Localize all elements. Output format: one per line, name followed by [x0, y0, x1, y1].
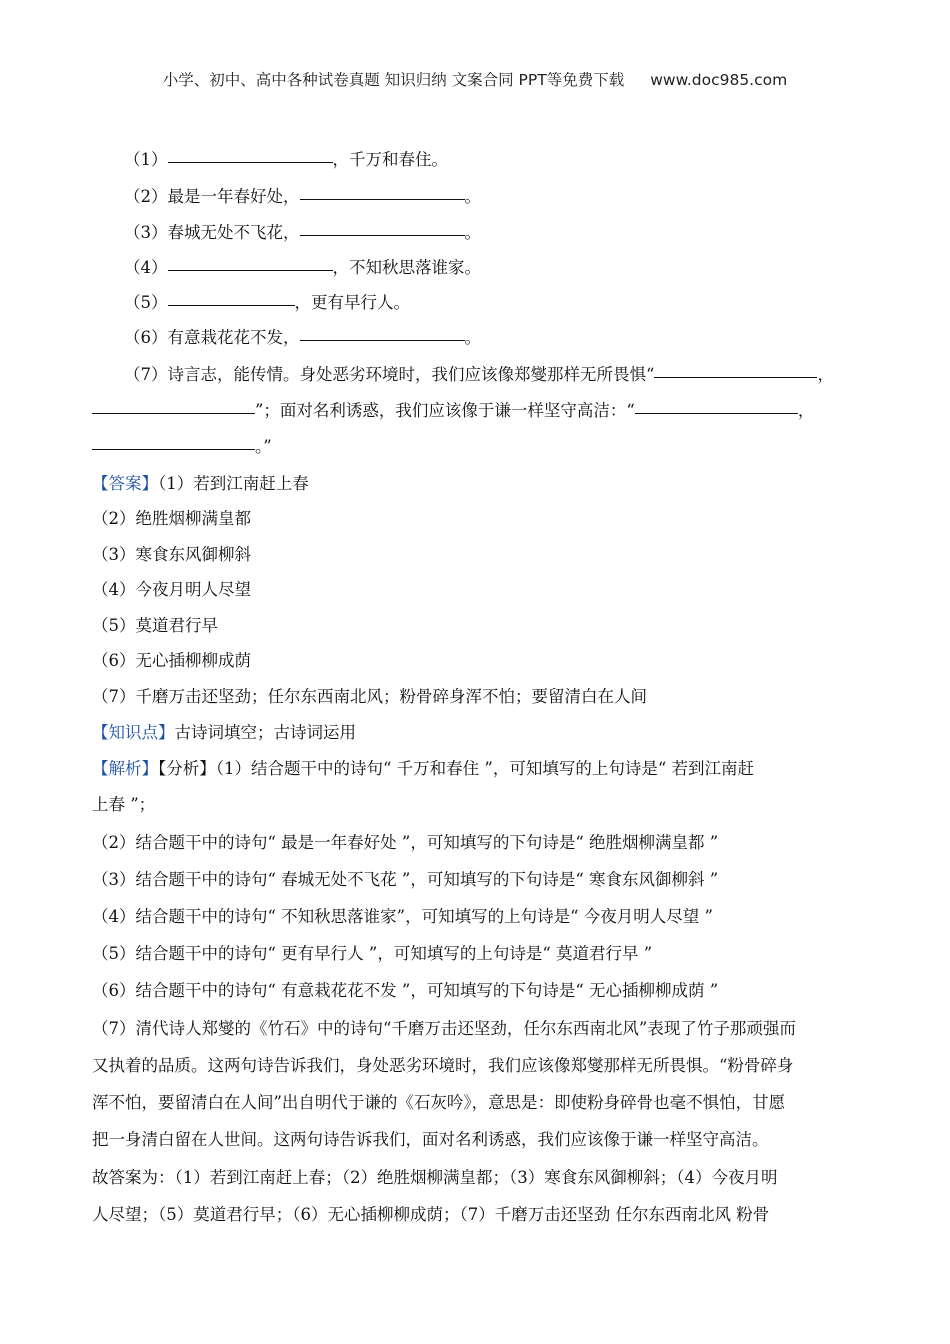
blank-4: [168, 269, 333, 271]
knowledge-tag: 【知识点】: [92, 723, 175, 742]
answer-tag: 【答案】: [92, 474, 158, 493]
answer-line-3: （3）寒食东风御柳斜: [92, 545, 251, 564]
answer-line-1: 【答案】（1）若到江南赶上春: [92, 474, 309, 493]
analysis-line-10: 浑不怕，要留清白在人间”出自明代于谦的《石灰吟》，意思是：即使粉身碎骨也毫不惧怕，甘愿: [92, 1093, 786, 1112]
question-6: （6）有意栽花花不发， 。: [124, 328, 481, 347]
question-2: （2）最是一年春好处， 。: [124, 187, 481, 206]
answer-line-7: （7）千磨万击还坚劲；任尔东西南北风；粉骨碎身浑不怕；要留清白在人间: [92, 687, 647, 706]
analysis-line-3: （2）结合题干中的诗句“ 最是一年春好处 ”，可知填写的下句诗是“ 绝胜烟柳满皇都 ”: [92, 833, 719, 852]
blank-2: [300, 198, 465, 200]
blank-6: [300, 339, 465, 341]
header-text: 小学、初中、高中各种试卷真题 知识归纳 文案合同 PPT等免费下载: [162, 71, 625, 89]
question-7-line-1: （7）诗言志，能传情。身处恶劣环境时，我们应该像郑燮那样无所畏惧“ ，: [124, 365, 834, 384]
blank-7b: [92, 412, 255, 414]
answer-line-2: （2）绝胜烟柳满皇都: [92, 509, 251, 528]
header-site-link[interactable]: www.doc985.com: [650, 71, 788, 89]
question-7-line-3: 。”: [92, 433, 272, 457]
answer-line-5: （5）莫道君行早: [92, 616, 218, 635]
analysis-line-12: 故答案为：（1）若到江南赶上春；（2）绝胜烟柳满皇都；（3）寒食东风御柳斜；（4）今夜月明: [92, 1168, 778, 1187]
blank-7d: [92, 448, 255, 450]
page-header: [0, 68, 950, 90]
question-1: （1） ，千万和春住。: [124, 150, 448, 169]
question-5: （5） ，更有早行人。: [124, 293, 410, 312]
analysis-line-11: 把一身清白留在人世间。这两句诗告诉我们，面对名利诱惑，我们应该像于谦一样坚守高洁。: [92, 1130, 769, 1149]
analysis-line-4: （3）结合题干中的诗句“ 春城无处不飞花 ”，可知填写的下句诗是“ 寒食东风御柳斜 ”: [92, 870, 719, 889]
analysis-line-7: （6）结合题干中的诗句“ 有意栽花花不发 ”，可知填写的下句诗是“ 无心插柳柳成荫 ”: [92, 981, 719, 1000]
analysis-line-2: 上春 ”；: [92, 795, 156, 814]
knowledge-line: 【知识点】古诗词填空；古诗词运用: [92, 723, 356, 742]
analysis-line-13: 人尽望；（5）莫道君行早；（6）无心插柳柳成荫；（7）千磨万击还坚劲 任尔东西南北风 粉骨: [92, 1205, 770, 1224]
analysis-line-9: 又执着的品质。这两句诗告诉我们，身处恶劣环境时，我们应该像郑燮那样无所畏惧。“粉骨碎身: [92, 1056, 794, 1075]
blank-7c: [635, 412, 798, 414]
question-7-line-2: ”；面对名利诱惑，我们应该像于谦一样坚守高洁：“ ，: [92, 397, 814, 421]
answer-line-6: （6）无心插柳柳成荫: [92, 651, 251, 670]
analysis-tag: 【解析】: [92, 759, 158, 778]
blank-3: [300, 234, 465, 236]
question-3: （3）春城无处不飞花， 。: [124, 223, 481, 242]
analysis-line-8: （7）清代诗人郑燮的《竹石》中的诗句“千磨万击还坚劲，任尔东西南北风”表现了竹子那顽强而: [92, 1019, 796, 1038]
answer-line-4: （4）今夜月明人尽望: [92, 580, 251, 599]
blank-1: [168, 161, 333, 163]
blank-7a: [654, 376, 817, 378]
question-4: （4） ，不知秋思落谁家。: [124, 258, 481, 277]
blank-5: [168, 304, 295, 306]
analysis-line-6: （5）结合题干中的诗句“ 更有早行人 ”，可知填写的上句诗是“ 莫道君行早 ”: [92, 944, 653, 963]
analysis-line-5: （4）结合题干中的诗句“ 不知秋思落谁家”，可知填写的上句诗是“ 今夜月明人尽望 ”: [92, 907, 713, 926]
analysis-line-1: 【解析】【分析】（1）结合题干中的诗句“ 千万和春住 ”，可知填写的上句诗是“ 若到江南赶: [92, 759, 755, 778]
